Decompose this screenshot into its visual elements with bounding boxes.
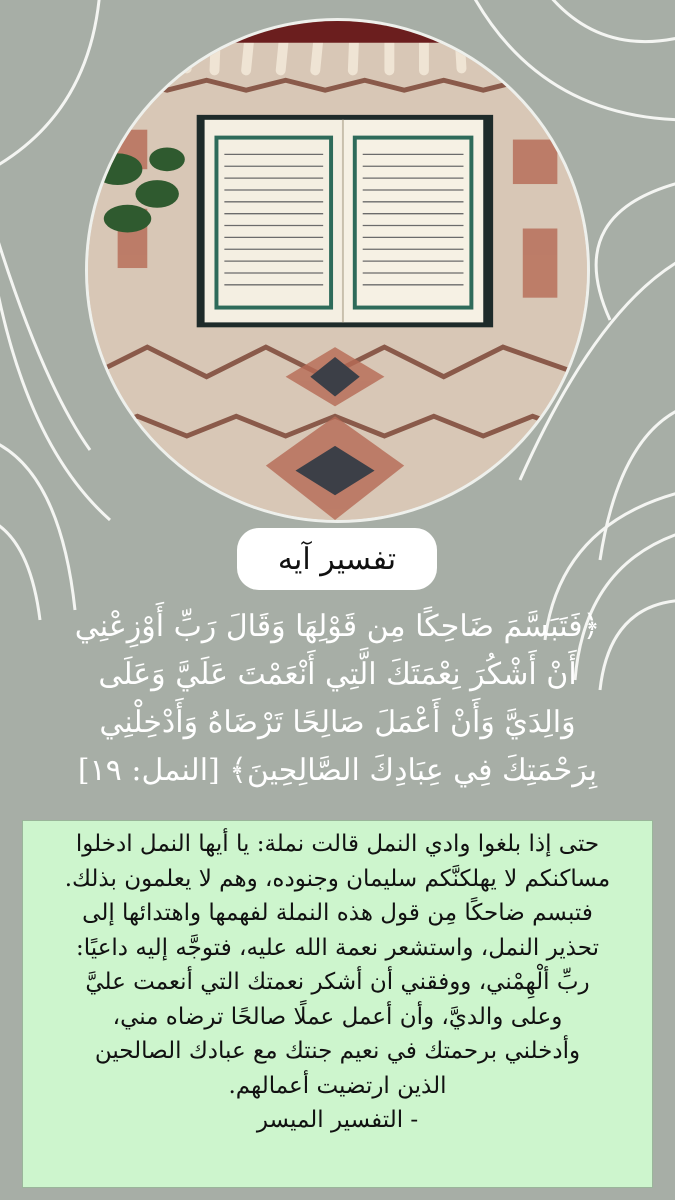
tafsir-line: حتى إذا بلغوا وادي النمل قالت نملة: يا أيها النمل ادخلوا (75, 831, 600, 857)
verse-line: ﴿فَتَبَسَّمَ ضَاحِكًا مِن قَوْلِهَا وَقَالَ رَبِّ أَوْزِعْنِي (74, 609, 601, 644)
quran-photo (85, 18, 590, 523)
quran-verse (30, 603, 645, 795)
tafsir-source: - التفسير الميسر (256, 1107, 419, 1133)
tafsir-line: وأدخلني برحمتك في نعيم جنتك مع عبادك الصالحين (94, 1038, 581, 1064)
page-title: تفسير آيه (237, 528, 437, 590)
verse-line: وَالِدَيَّ وَأَنْ أَعْمَلَ صَالِحًا تَرْضَاهُ وَأَدْخِلْنِي (99, 705, 576, 740)
tafsir-box (22, 820, 653, 1188)
tafsir-line: الذين ارتضيت أعمالهم. (228, 1072, 447, 1099)
tafsir-line: فتبسم ضاحكًا مِن قول هذه النملة لفهمها واهتدائها إلى (82, 900, 593, 926)
verse-line: بِرَحْمَتِكَ فِي عِبَادِكَ الصَّالِحِينَ﴾ [النمل: ١٩] (77, 753, 598, 788)
tafsir-line: ربِّ ألْهِمْني، ووفقني أن أشكر نعمتك التي أنعمت عليَّ (85, 969, 590, 995)
verse-line: أَنْ أَشْكُرَ نِعْمَتَكَ الَّتِي أَنْعَمْتَ عَلَيَّ وَعَلَى (98, 657, 577, 692)
tafsir-line: تحذير النمل، واستشعر نعمة الله عليه، فتوجَّه إليه داعيًا: (76, 934, 599, 961)
tafsir-line: مساكنكم لا يهلكنَّكم سليمان وجنوده، وهم لا يعلمون بذلك. (64, 865, 611, 892)
quran-on-rug-image (88, 21, 587, 520)
tafsir-line: وعلى والديَّ، وأن أعمل عملًا صالحًا ترضاه مني، (112, 1003, 563, 1030)
